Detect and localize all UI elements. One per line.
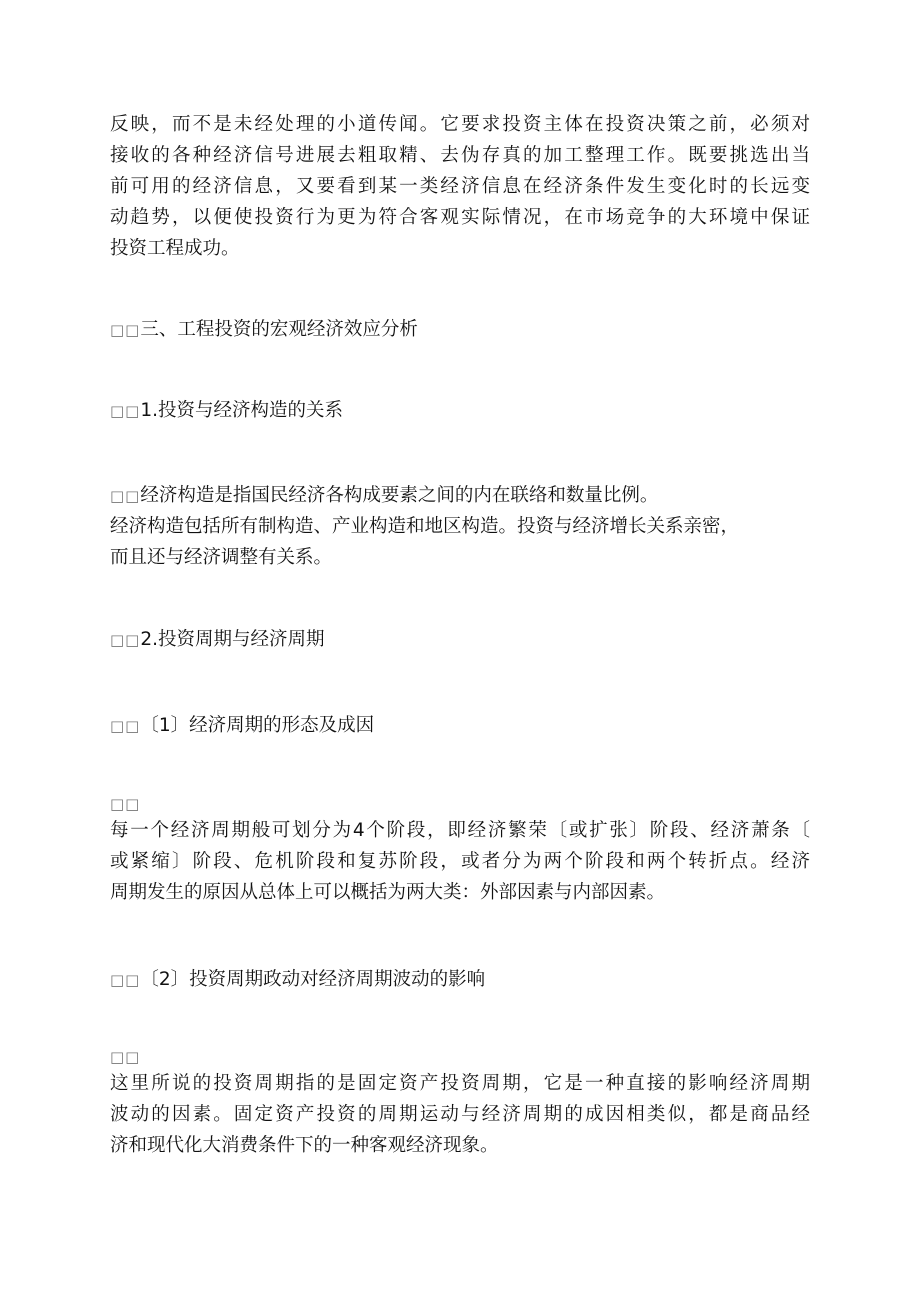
subsection-heading-3-1 bbox=[110, 397, 810, 425]
subsection-heading-3-2-1-text: 〔1〕经济周期的形态及成因 bbox=[140, 715, 375, 736]
paragraph-3-placeholder-line bbox=[110, 790, 810, 818]
subsection-heading-3-2-text: 2.投资周期与经济周期 bbox=[140, 629, 325, 650]
placeholder-glyphs: □□ bbox=[110, 795, 141, 813]
placeholder-glyphs: □□ bbox=[110, 402, 141, 420]
paragraph-1-line-4: 动趋势，以便使投资行为更为符合客观实际情况，在市场竞争的大环境中保证 bbox=[110, 207, 810, 228]
subsection-heading-3-2-2 bbox=[110, 966, 810, 994]
subsection-heading-3-2 bbox=[110, 626, 810, 654]
paragraph-2-line-1 bbox=[110, 482, 810, 510]
paragraph-1-line-3: 前可用的经济信息，又要看到某一类经济信息在经济条件发生变化时的长远变 bbox=[110, 176, 810, 197]
paragraph-2-line-1-text: 经济构造是指国民经济各构成要素之间的内在联络和数量比例。 bbox=[140, 485, 659, 506]
paragraph-3-line-3: 周期发生的原因从总体上可以概括为两大类：外部因素与内部因素。 bbox=[110, 882, 666, 903]
section-heading-3-text: 三、工程投资的宏观经济效应分析 bbox=[140, 319, 418, 340]
paragraph-1-line-2: 接收的各种经济信号进展去粗取精、去伪存真的加工整理工作。既要挑选出当 bbox=[110, 145, 810, 166]
subsection-heading-3-1-text: 1.投资与经济构造的关系 bbox=[140, 400, 344, 421]
paragraph-4-line-3: 济和现代化大消费条件下的一种客观经济现象。 bbox=[110, 1135, 499, 1156]
paragraph-1-line-1: 反映，而不是未经处理的小道传闻。它要求投资主体在投资决策之前，必须对 bbox=[110, 114, 810, 135]
paragraph-3-line-1: 每一个经济周期般可划分为4个阶段，即经济繁荣〔或扩张〕阶段、经济萧条〔 bbox=[110, 820, 810, 841]
placeholder-glyphs: □□ bbox=[110, 631, 141, 649]
placeholder-glyphs: □□ bbox=[110, 321, 141, 339]
paragraph-4-line-2: 波动的因素。固定资产投资的周期运动与经济周期的成因相类似，都是商品经 bbox=[110, 1104, 810, 1125]
paragraph-4-placeholder-line bbox=[110, 1043, 810, 1071]
paragraph-4-line-1: 这里所说的投资周期指的是固定资产投资周期，它是一种直接的影响经济周期 bbox=[110, 1073, 810, 1094]
placeholder-glyphs: □□ bbox=[110, 971, 141, 989]
subsection-heading-3-2-1 bbox=[110, 712, 810, 740]
subsection-heading-3-2-2-text: 〔2〕投资周期政动对经济周期波动的影响 bbox=[140, 969, 486, 990]
paragraph-1-line-5: 投资工程成功。 bbox=[110, 238, 240, 259]
paragraph-2-line-2: 经济构造包括所有制构造、产业构造和地区构造。投资与经济增长关系亲密， bbox=[110, 516, 740, 537]
paragraph-3-line-2: 或紧缩〕阶段、危机阶段和复苏阶段，或者分为两个阶段和两个转折点。经济 bbox=[110, 851, 810, 872]
placeholder-glyphs: □□ bbox=[110, 717, 141, 735]
placeholder-glyphs: □□ bbox=[110, 1048, 141, 1066]
paragraph-2-line-3: 而且还与经济调整有关系。 bbox=[110, 547, 333, 568]
section-heading-3 bbox=[110, 316, 810, 344]
placeholder-glyphs: □□ bbox=[110, 487, 141, 505]
